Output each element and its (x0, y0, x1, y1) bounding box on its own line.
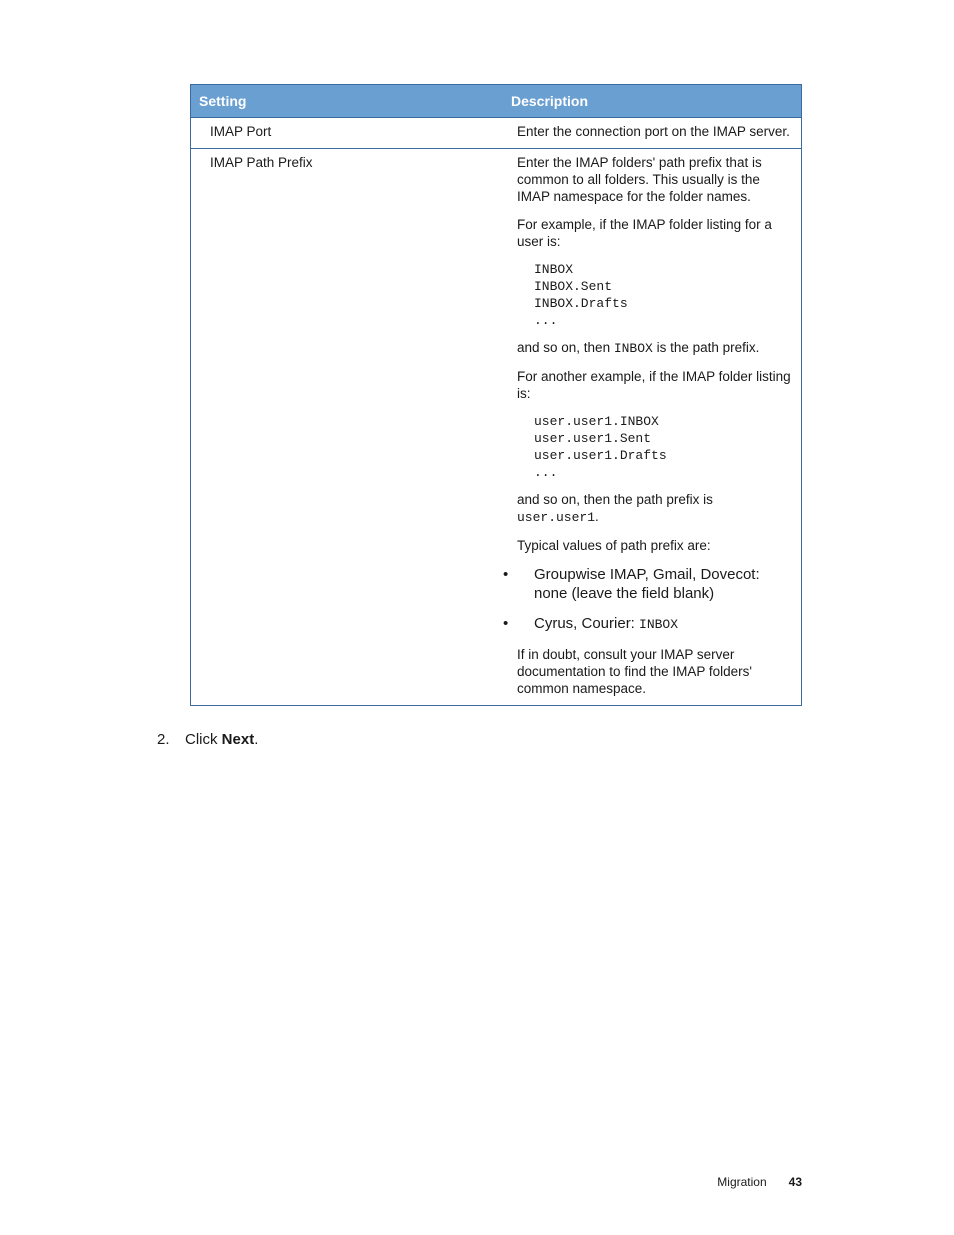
list-item-text: Groupwise IMAP, Gmail, Dovecot: none (leave the field blank) (534, 566, 760, 602)
text-run: . (595, 509, 599, 524)
setting-name: IMAP Path Prefix (191, 149, 505, 706)
list-item-text: Cyrus, Courier: (534, 615, 640, 632)
table-row (191, 149, 802, 706)
page-number: 43 (788, 1175, 802, 1189)
text-run: is the path prefix. (652, 340, 760, 355)
settings-table (190, 84, 802, 706)
description-paragraph (517, 339, 791, 357)
bullet-icon: • (503, 615, 509, 632)
inline-code: user.user1 (517, 510, 596, 525)
header-description: Description (504, 85, 802, 118)
table-row (191, 118, 802, 149)
typical-values-list (503, 565, 791, 634)
code-line: ... (534, 465, 558, 480)
header-setting: Setting (191, 85, 505, 118)
next-button-reference: Next (221, 731, 255, 748)
text-run: and so on, then (517, 340, 614, 355)
description-paragraph (517, 491, 791, 526)
inline-code: INBOX (639, 617, 679, 632)
description-paragraph: Typical values of path prefix are: (517, 538, 711, 553)
step-text: Click (185, 731, 222, 748)
page-footer (717, 1175, 802, 1189)
code-line: INBOX.Sent (534, 279, 613, 294)
table-header-row (191, 85, 802, 118)
step-instruction (157, 731, 258, 749)
list-item (503, 614, 791, 634)
description-paragraph: Enter the IMAP folders' path prefix that is common to all folders. This usually is the IMAP namespace for the folder names. (517, 155, 762, 204)
list-item (503, 565, 791, 603)
step-number: 2. (157, 731, 170, 748)
code-listing (534, 261, 791, 329)
step-suffix: . (254, 731, 259, 748)
bullet-icon: • (503, 566, 509, 583)
code-line: INBOX (534, 262, 574, 277)
description-paragraph: For another example, if the IMAP folder listing is: (517, 369, 791, 401)
description-paragraph: For example, if the IMAP folder listing for a user is: (517, 217, 772, 249)
footer-section-name: Migration (717, 1175, 767, 1189)
setting-name: IMAP Port (210, 124, 272, 139)
code-line: user.user1.Sent (534, 431, 652, 446)
code-listing (534, 413, 791, 481)
text-run: and so on, then the path prefix is (517, 492, 713, 507)
setting-description: Enter the connection port on the IMAP server. (517, 124, 790, 139)
setting-description (504, 149, 802, 706)
code-line: user.user1.Drafts (534, 448, 667, 463)
code-line: ... (534, 313, 558, 328)
inline-code: INBOX (613, 341, 653, 356)
code-line: INBOX.Drafts (534, 296, 628, 311)
description-paragraph: If in doubt, consult your IMAP server documentation to find the IMAP folders' common namespace. (517, 647, 752, 696)
code-line: user.user1.INBOX (534, 414, 659, 429)
